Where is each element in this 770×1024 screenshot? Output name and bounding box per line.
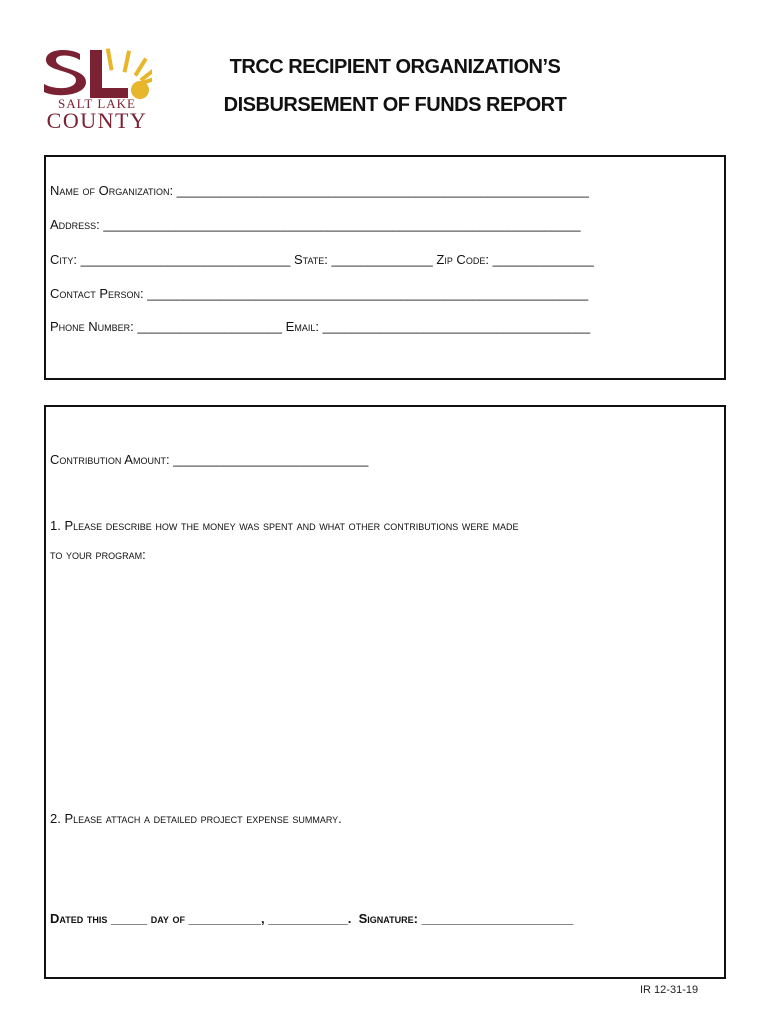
city-label: City:	[50, 252, 78, 267]
day-of-label: day of	[150, 911, 186, 926]
signature-field[interactable]: _____________________	[421, 911, 574, 926]
organization-name-label: Name of Organization:	[50, 183, 174, 198]
state-field[interactable]: ______________	[331, 252, 433, 267]
zip-code-field[interactable]: ______________	[492, 252, 594, 267]
question-1-line-2: to your program:	[50, 547, 146, 562]
logo-line-county: COUNTY	[46, 108, 148, 133]
signature-label: Signature:	[358, 911, 418, 926]
address-field[interactable]: __________________________________________________________________	[103, 217, 581, 232]
year-field[interactable]: ___________.	[268, 911, 352, 926]
contact-person-field[interactable]: _____________________________________________________________	[147, 286, 589, 301]
phone-email-row	[50, 319, 590, 334]
organization-name-row	[50, 183, 589, 198]
email-field[interactable]: _____________________________________	[322, 319, 591, 334]
date-signature-row	[50, 911, 573, 926]
contact-person-row	[50, 286, 588, 301]
state-label: State:	[293, 252, 328, 267]
phone-number-field[interactable]: ____________________	[137, 319, 283, 334]
address-label: Address:	[50, 217, 100, 232]
question-2: 2. Please attach a detailed project expense summary.	[50, 811, 342, 826]
contact-person-label: Contact Person:	[50, 286, 144, 301]
email-label: Email:	[285, 319, 319, 334]
contribution-amount-row	[50, 452, 368, 467]
month-field[interactable]: __________,	[188, 911, 265, 926]
contribution-amount-field[interactable]: ___________________________	[173, 452, 369, 467]
address-row	[50, 217, 581, 232]
zip-code-label: Zip Code:	[436, 252, 489, 267]
city-state-zip-row	[50, 252, 594, 267]
question-1-line-1: 1. Please describe how the money was spent and what other contributions were made	[50, 518, 519, 533]
contribution-amount-label: Contribution Amount:	[50, 452, 170, 467]
phone-number-label: Phone Number:	[50, 319, 134, 334]
logo-line-salt-lake: SALT LAKE	[58, 96, 136, 111]
organization-name-field[interactable]: _________________________________________________________	[176, 183, 589, 198]
form-revision-code: IR 12-31-19	[640, 984, 699, 996]
dated-this-label: Dated this	[50, 911, 108, 926]
page-title-line-2: DISBURSEMENT OF FUNDS REPORT	[223, 94, 567, 116]
page-title-line-1: TRCC RECIPIENT ORGANIZATION’S	[229, 56, 561, 78]
spending-description-area[interactable]	[50, 570, 720, 800]
day-field[interactable]: _____	[110, 911, 148, 926]
logo-mark-icon	[40, 44, 152, 100]
city-field[interactable]: _____________________________	[80, 252, 291, 267]
